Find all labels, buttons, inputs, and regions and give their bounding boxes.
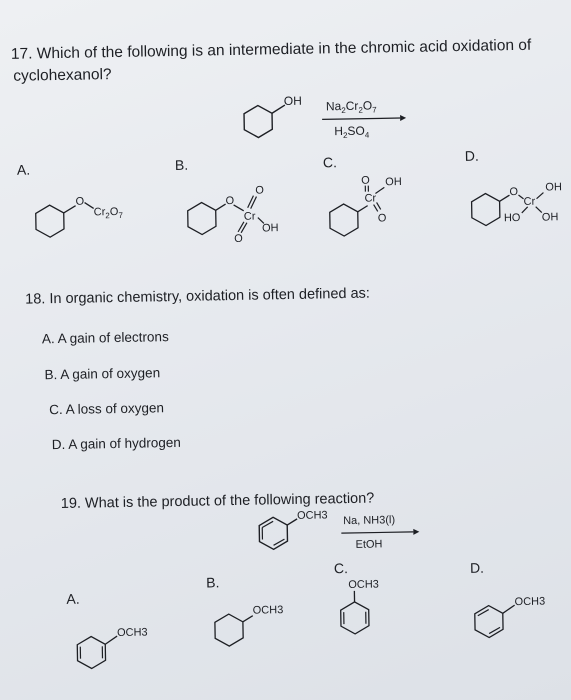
- q17-choice-d-label: D.: [464, 147, 479, 164]
- q19-choice-d-structure: [466, 586, 571, 648]
- svg-text:HO: HO: [503, 211, 521, 225]
- svg-text:Na, NH3(l): Na, NH3(l): [343, 514, 396, 528]
- q17-choice-c-structure: [321, 171, 418, 243]
- svg-text:O: O: [255, 184, 265, 197]
- q17-choice-b-label: B.: [174, 156, 189, 173]
- svg-text:OCH3: OCH3: [252, 604, 284, 617]
- q17-choice-a-structure: [29, 185, 150, 247]
- q19-choice-c-label: C.: [333, 560, 349, 577]
- q18-option-c: C. A loss of oxygen: [49, 400, 165, 418]
- svg-text:O: O: [509, 185, 519, 199]
- svg-text:OCH3: OCH3: [296, 509, 328, 522]
- svg-text:OH: OH: [545, 181, 562, 194]
- q17-reaction-scheme: [230, 89, 421, 162]
- svg-text:O: O: [225, 194, 235, 208]
- q19-choice-d-label: D.: [469, 559, 485, 576]
- cyclohexane-ring: [244, 105, 273, 137]
- q19-choice-b-label: B.: [206, 574, 220, 591]
- q18-question: 18. In organic chemistry, oxidation is often defined as:: [25, 285, 371, 308]
- svg-text:OH: OH: [541, 211, 559, 224]
- q17-reactant-oh: OH: [283, 93, 302, 109]
- svg-text:Cr: Cr: [523, 195, 536, 208]
- svg-text:OCH3: OCH3: [514, 595, 546, 609]
- svg-text:OH: OH: [385, 176, 402, 189]
- q19-reaction-scheme: [245, 504, 436, 563]
- q17-choice-a-label: A.: [16, 161, 31, 178]
- q17-choice-d-structure: [465, 170, 571, 236]
- svg-text:OCH3: OCH3: [348, 578, 379, 592]
- q17-text-line1: 17. Which of the following is an intermediate in the chromic acid oxidation of: [10, 36, 532, 63]
- q17-reagent-bottom: $H_2SO_4$: [334, 123, 370, 141]
- svg-text:Cr: Cr: [364, 192, 377, 205]
- svg-text:EtOH: EtOH: [355, 538, 383, 551]
- q17-reaction-arrow: [322, 118, 400, 119]
- svg-text:O: O: [361, 174, 370, 187]
- q18-option-b: B. A gain of oxygen: [44, 365, 161, 383]
- q17-choice-b-structure: [181, 179, 292, 247]
- q19-question: 19. What is the product of the following reaction?: [60, 490, 375, 513]
- svg-text:O: O: [377, 212, 387, 225]
- svg-text:OH: OH: [261, 222, 279, 235]
- svg-text:OCH3: OCH3: [116, 626, 148, 640]
- svg-text:Cr: Cr: [243, 210, 256, 223]
- q19-choice-c-structure: [330, 573, 411, 646]
- q17-reagent-top: $Na_2Cr_2O_7$: [325, 98, 377, 116]
- q18-option-a: A. A gain of electrons: [41, 329, 169, 347]
- svg-text:O: O: [75, 195, 85, 208]
- svg-text:O: O: [234, 232, 243, 245]
- q19-choice-b-structure: [206, 595, 317, 657]
- q18-option-d: D. A gain of hydrogen: [51, 434, 181, 453]
- q19-choice-a-label: A.: [66, 590, 80, 607]
- q17-choice-c-label: C.: [322, 154, 338, 171]
- q19-choice-a-structure: [69, 609, 180, 677]
- svg-text:Cr2O7: $Cr_2O_7$: [93, 205, 123, 221]
- q17-text-line2: cyclohexanol?: [13, 66, 112, 85]
